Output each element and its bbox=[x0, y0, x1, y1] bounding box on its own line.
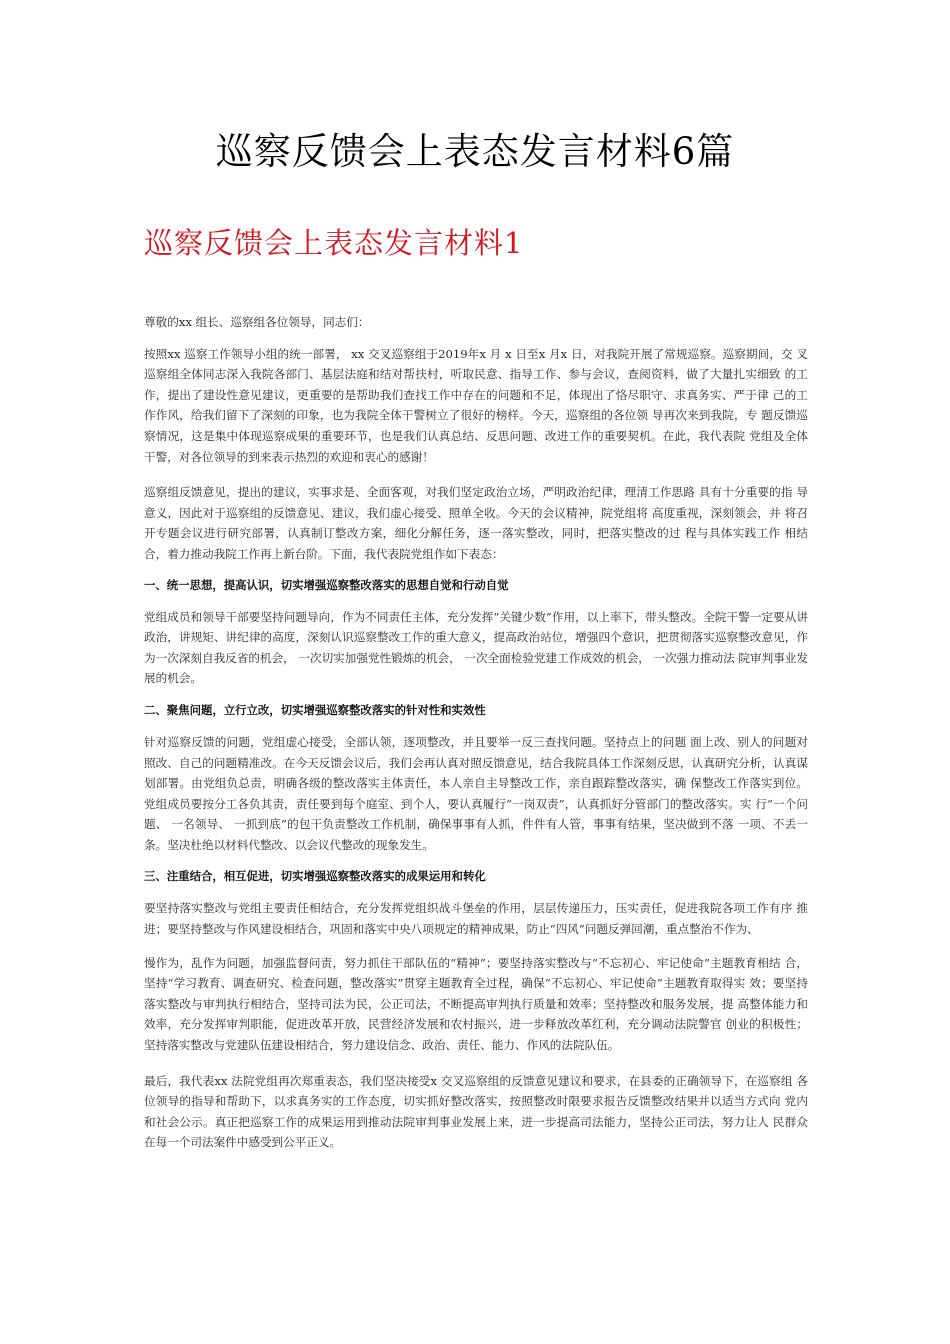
paragraph-4: 针对巡察反馈的问题，党组虚心接受，全部认领，逐项整改，并且要举一反三查找问题。坚持点上的问题 面上改、别人的问题对照改、自己的问题精准改。在今天反馈会议后，我们会再认真对照反馈意见，结合我院具体工作深刻反思，认真研究分析，认真谋划部署。由党组负总责，明确各级的整改落实主体责任，本人亲自主导整改工作，亲自跟踪整改落实，确 保整改工作落实到位。党组成员要按分工各负其责，责任要到每个庭室、到个人，要认真履行“一岗双责”，认真抓好分管部门的整改落实。实 行“一个问题、 一名领导、 一抓到底”的包干负责整改工作机制，确保事事有人抓，件件有人管，事事有结果，坚决做到不落 一项、不丢一条。坚决杜绝以材料代整改、以会议代整改的现象发生。 bbox=[144, 734, 808, 852]
section-title: 巡察反馈会上表态发言材料1 bbox=[144, 226, 524, 260]
heading-1: 一、统一思想，提高认识，切实增强巡察整改落实的思想自觉和行动自觉 bbox=[144, 577, 509, 592]
paragraph-2: 巡察组反馈意见，提出的建议，实事求是、全面客观，对我们坚定政治立场，严明政治纪律，理清工作思路 具有十分重要的指 导意义，因此对于巡察组的反馈意见、建议，我们虚心接受、照单全收。今天的会议精神，院党组将 高度重视，深刻领会，并 将召开专题会议进行研究部署，认真制订整改方案，细化分解任务，逐一落实整改，同时，把落实整改的过 程与具体实践工作 相结合，着力推动我院工作再上新台阶。下面，我代表院党组作如下表态： bbox=[144, 485, 808, 561]
heading-2: 二、聚焦问题，立行立改，切实增强巡察整改落实的针对性和实效性 bbox=[144, 702, 486, 717]
paragraph-5: 要坚持落实整改与党组主要责任相结合，充分发挥党组织战斗堡垒的作用，层层传递压力，压实责任，促进我院各项工作有序 推进；要坚持整改与作风建设相结合，巩固和落实中央八项规定的精神成果，防止“四风”问题反弹回潮，重点整治不作为、 bbox=[144, 901, 808, 937]
paragraph-7: 最后，我代表xx 法院党组再次郑重表态，我们坚决接受x 交叉巡察组的反馈意见建议和要求，在县委的正确领导下，在巡察组 各位领导的指导和帮助下，以求真务实的工作态度，切实抓好整改落实，按照整改时限要求报告反馈整改结果并以适当方式向 党内和社会公示。真正把巡察工作的成果运用到推动法院审判事业发展上来，进一步提高司法能力，坚持公正司法，努力让人 民群众在每一个司法案件中感受到公平正义。 bbox=[144, 1073, 808, 1150]
document-title: 巡察反馈会上表态发言材料6篇 bbox=[215, 130, 735, 173]
paragraph-1: 按照xx 巡察工作领导小组的统一部署， xx 交叉巡察组于2019年x 月 x 日至x 月x 日，对我院开展了常规巡察。巡察期间，交 叉巡察组全体同志深入我院各部门、基层法庭和结对帮扶村，听取民意、指导工作、参与会议，查阅资料，做了大量扎实细致 的工作，提出了建设性意见建议，更重要的是帮助我们查找工作中存在的问题和不足，体现出了恪尽职守、求真务实、严于律 己的工作作风，给我们留下了深刻的印象，也为我院全体干警树立了很好的榜样。今天，巡察组的各位领 导再次来到我院，专 题反馈巡察情况，这是集中体现巡察成果的重要环节，也是我们认真总结、反思问题、改进工作的重要契机。在此，我代表院 党组及全体干警，对各位领导的到来表示热烈的欢迎和衷心的感谢！ bbox=[144, 346, 808, 464]
heading-3: 三、注重结合，相互促进，切实增强巡察整改落实的成果运用和转化 bbox=[144, 869, 486, 884]
paragraph-3: 党组成员和领导干部要坚持问题导向，作为不同责任主体，充分发挥“关键少数”作用，以上率下，带头整改。全院干警一定要从讲政治，讲规矩、讲纪律的高度，深刻认识巡察整改工作的重大意义，提高政治站位，增强四个意识，把贯彻落实巡察整改意见，作为一次深刻自我反省的机会， 一次切实加强党性锻炼的机会， 一次全面检验党建工作成效的机会， 一次强力推动法 院审判事业发展的机会。 bbox=[144, 609, 808, 686]
paragraph-6: 慢作为，乱作为问题，加强监督问责，努力抓住干部队伍的“精神”；要坚持落实整改与“不忘初心、牢记使命”主题教育相结 合，坚持“学习教育、调查研究、检查问题，整改落实”贯穿主题教育全过程，确保“不忘初心、牢记使命”主题教育取得实 效；要坚持落实整改与审判执行相结合，坚持司法为民，公正司法，不断提高审判执行质量和效率；坚持整改和服务发展，提 高整体能力和效率，充分发挥审判职能，促进改革开放，民营经济发展和农村振兴，进一步释放改革红利，充分调动法院警官 创业的积极性；坚持落实整改与党建队伍建设相结合，努力建设信念、政治、责任、能力、作风的法院队伍。 bbox=[144, 955, 808, 1053]
salutation: 尊敬的xx 组长、巡察组各位领导，同志们： bbox=[144, 315, 370, 329]
document-body bbox=[144, 312, 808, 1153]
